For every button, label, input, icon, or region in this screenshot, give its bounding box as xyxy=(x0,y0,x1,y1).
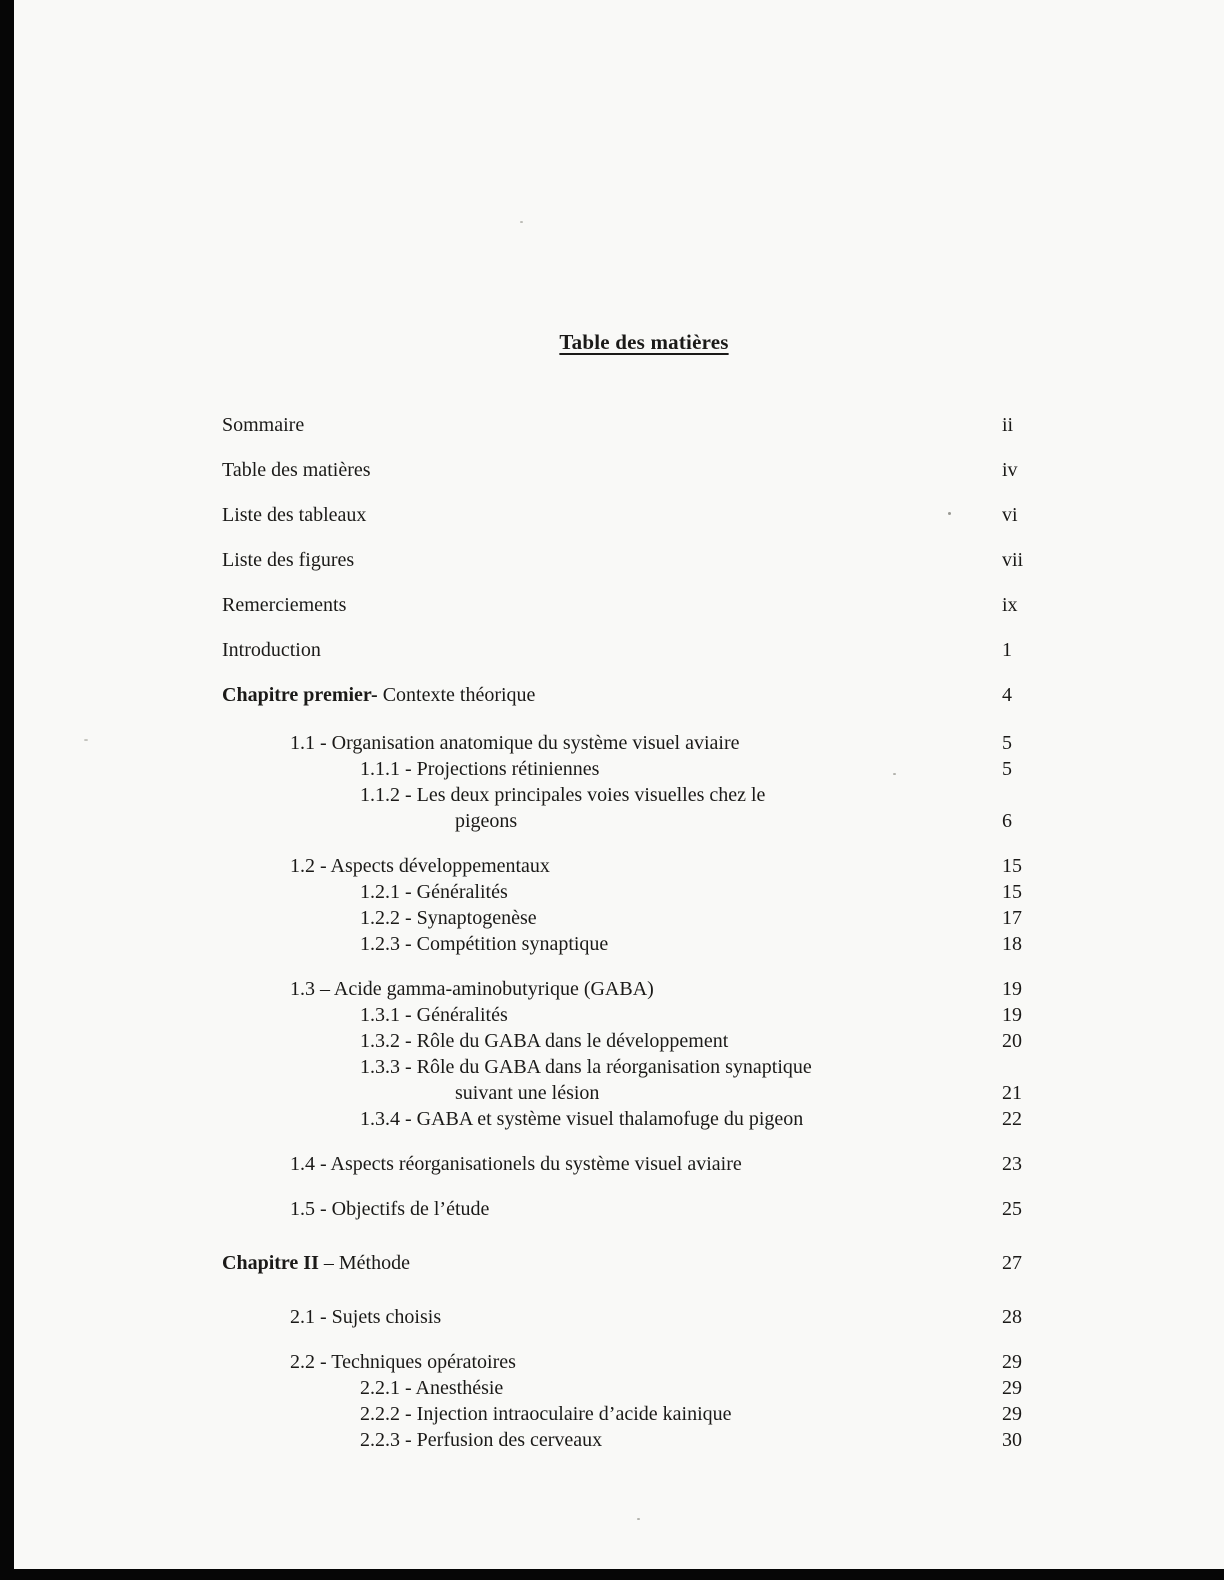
toc-entry-page: 29 xyxy=(1002,1403,1022,1425)
toc-entry-label: 1.2 - Aspects développementaux xyxy=(290,855,550,877)
toc-entry-label: 2.2.3 - Perfusion des cerveaux xyxy=(360,1429,603,1451)
toc-entry-page: 15 xyxy=(1002,855,1022,877)
toc-entry-page: 27 xyxy=(1002,1252,1022,1274)
toc-entry-label: suivant une lésion xyxy=(455,1082,600,1104)
toc-entry xyxy=(222,682,1062,708)
toc-entry-page: iv xyxy=(1002,459,1018,481)
toc-entry xyxy=(222,931,1062,957)
toc-entry-label: 1.2.1 - Généralités xyxy=(360,881,508,903)
toc-entry-label: 1.1 - Organisation anatomique du système visuel aviaire xyxy=(290,732,740,754)
toc-entry xyxy=(222,1427,1062,1453)
toc-entry-label: 1.3.4 - GABA et système visuel thalamofuge du pigeon xyxy=(360,1108,804,1130)
toc-entry xyxy=(222,1401,1062,1427)
toc-entry-label: 1.1.2 - Les deux principales voies visuelles chez le xyxy=(360,784,766,806)
toc-entry-label: 1.4 - Aspects réorganisationels du système visuel aviaire xyxy=(290,1153,742,1175)
toc-entry-label: 1.1.1 - Projections rétiniennes xyxy=(360,758,600,780)
toc-entry xyxy=(222,730,1062,756)
toc-entry-label: Remerciements xyxy=(222,594,347,616)
toc-entry-page: 22 xyxy=(1002,1108,1022,1130)
toc-entry-label: 2.2.2 - Injection intraoculaire d’acide kainique xyxy=(360,1403,732,1425)
toc-entry-label: 1.3.2 - Rôle du GABA dans le développement xyxy=(360,1030,729,1052)
toc-entry xyxy=(222,457,1062,483)
toc-list xyxy=(222,412,1062,1453)
toc-entry-page: 15 xyxy=(1002,881,1022,903)
toc-entry-page: 5 xyxy=(1002,758,1012,780)
toc-entry-label-bold: Chapitre premier- xyxy=(222,684,378,706)
toc-entry-label: 2.2.1 - Anesthésie xyxy=(360,1377,504,1399)
toc-entry-page: 29 xyxy=(1002,1351,1022,1373)
toc-entry xyxy=(222,637,1062,663)
toc-entry xyxy=(222,1196,1062,1222)
toc-entry-page: 4 xyxy=(1002,684,1012,706)
toc-entry-page: ii xyxy=(1002,414,1014,436)
scan-speck xyxy=(84,739,88,741)
toc-entry-label: 1.5 - Objectifs de l’étude xyxy=(290,1198,490,1220)
toc-entry-label xyxy=(222,682,1002,708)
toc-entry-page: 23 xyxy=(1002,1153,1022,1175)
toc-entry-page: 30 xyxy=(1002,1429,1022,1451)
toc-entry xyxy=(222,1028,1062,1054)
toc-entry-page: 21 xyxy=(1002,1082,1022,1104)
toc-entry xyxy=(222,1002,1062,1028)
toc-entry xyxy=(222,502,1062,528)
toc-entry-page: vi xyxy=(1002,504,1018,526)
scan-speck xyxy=(520,221,523,223)
toc-entry-label-bold: Chapitre II xyxy=(222,1252,319,1274)
scan-speck xyxy=(637,1518,640,1520)
toc-entry xyxy=(222,1054,1062,1080)
toc-entry-label: Liste des tableaux xyxy=(222,504,367,526)
toc-entry xyxy=(222,879,1062,905)
toc-entry-label: 1.3 – Acide gamma-aminobutyrique (GABA) xyxy=(290,978,654,1000)
toc-entry-label: 1.3.3 - Rôle du GABA dans la réorganisation synaptique xyxy=(360,1056,812,1078)
toc-entry-label: pigeons xyxy=(455,810,518,832)
toc-entry xyxy=(222,1106,1062,1132)
toc-entry-page: 20 xyxy=(1002,1030,1022,1052)
page-title xyxy=(0,330,1224,355)
toc-entry xyxy=(222,853,1062,879)
scan-edge-bottom xyxy=(0,1569,1224,1580)
toc-entry xyxy=(222,412,1062,438)
toc-entry xyxy=(222,808,1062,834)
toc-entry-page: 19 xyxy=(1002,1004,1022,1026)
scan-edge-left xyxy=(0,0,14,1580)
toc-entry xyxy=(222,905,1062,931)
toc-entry-label: Sommaire xyxy=(222,414,305,436)
toc-entry xyxy=(222,1304,1062,1330)
toc-entry-label-rest: Contexte théorique xyxy=(377,684,536,706)
toc-entry xyxy=(222,1349,1062,1375)
toc-entry-page: 28 xyxy=(1002,1306,1022,1328)
toc-entry-page: 1 xyxy=(1002,639,1012,661)
toc-entry-page: vii xyxy=(1002,549,1024,571)
toc-entry xyxy=(222,782,1062,808)
toc-entry-page: 5 xyxy=(1002,732,1012,754)
toc-entry-label: 1.2.3 - Compétition synaptique xyxy=(360,933,609,955)
toc-entry xyxy=(222,1080,1062,1106)
toc-entry-page: 18 xyxy=(1002,933,1022,955)
toc-entry-page: 29 xyxy=(1002,1377,1022,1399)
toc-entry-page: 19 xyxy=(1002,978,1022,1000)
toc-entry-page: ix xyxy=(1002,594,1018,616)
toc-entry-page: 25 xyxy=(1002,1198,1022,1220)
toc-entry xyxy=(222,756,1062,782)
toc-entry xyxy=(222,1151,1062,1177)
toc-entry xyxy=(222,547,1062,573)
page-title-text: Table des matières xyxy=(559,330,729,354)
toc-entry xyxy=(222,1250,1062,1276)
toc-entry-label-rest: – Méthode xyxy=(318,1252,410,1274)
toc-entry-label: Table des matières xyxy=(222,459,371,481)
toc-entry-label xyxy=(222,1250,1002,1276)
toc-entry-label: Liste des figures xyxy=(222,549,355,571)
toc-entry-label: 1.3.1 - Généralités xyxy=(360,1004,508,1026)
toc-entry xyxy=(222,1375,1062,1401)
toc-entry xyxy=(222,976,1062,1002)
toc-entry xyxy=(222,592,1062,618)
toc-entry-page: 6 xyxy=(1002,810,1012,832)
toc-entry-label: 1.2.2 - Synaptogenèse xyxy=(360,907,537,929)
toc-entry-label: Introduction xyxy=(222,639,321,661)
toc-entry-label: 2.2 - Techniques opératoires xyxy=(290,1351,516,1373)
toc-entry-page: 17 xyxy=(1002,907,1022,929)
toc-entry-label: 2.1 - Sujets choisis xyxy=(290,1306,442,1328)
